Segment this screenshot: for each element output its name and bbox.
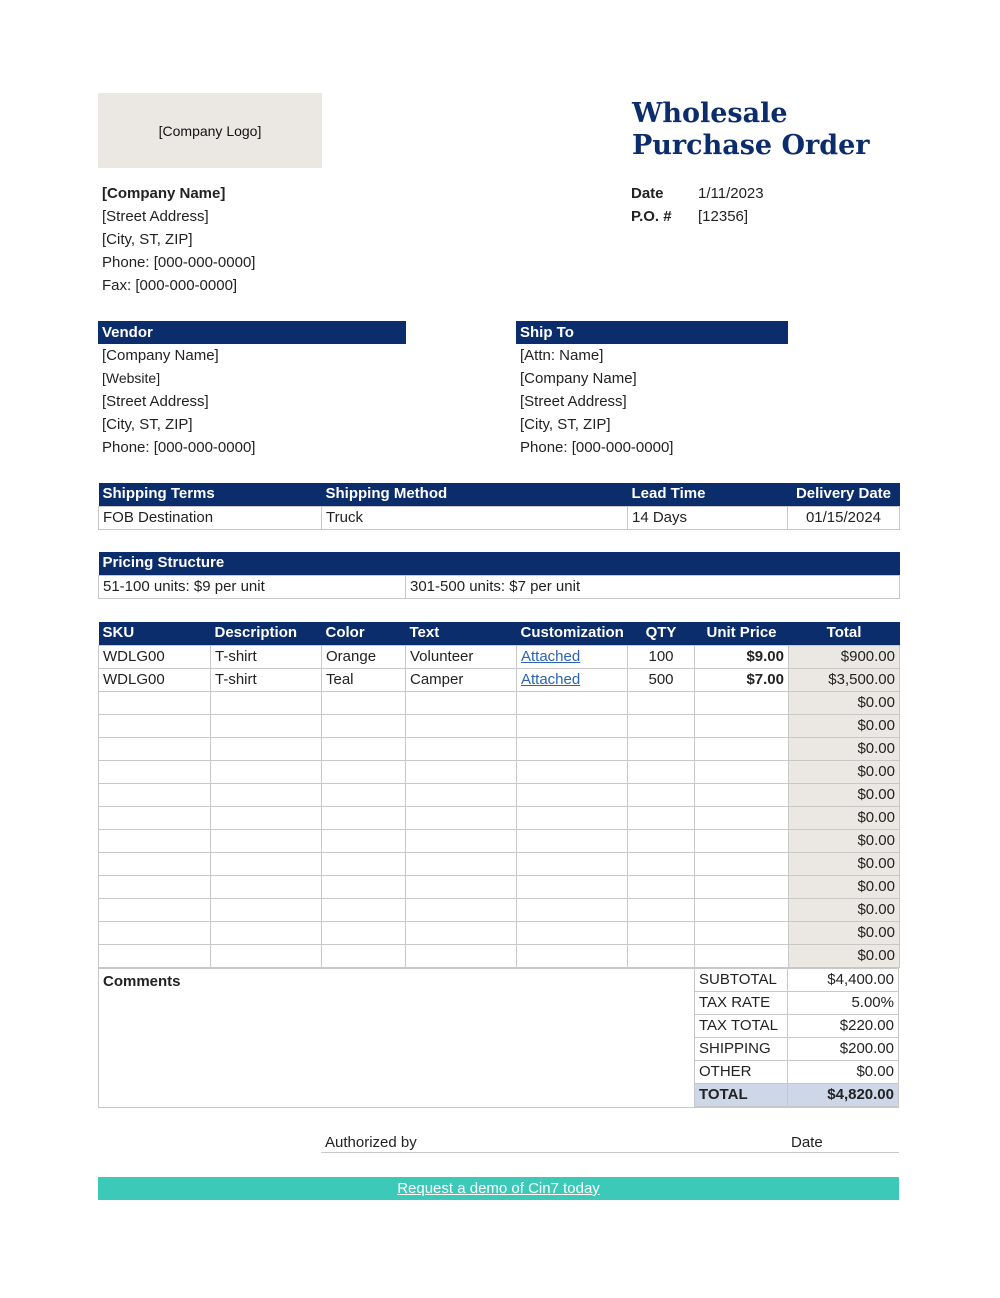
- line-total-cell: $0.00: [789, 714, 900, 737]
- unit-price-cell: [695, 944, 789, 967]
- order-meta: [631, 182, 764, 228]
- company-name: [Company Name]: [102, 185, 226, 202]
- text-cell: [406, 783, 517, 806]
- summary-label: SUBTOTAL: [695, 969, 788, 992]
- color-cell: [322, 875, 406, 898]
- pricing-tier: 51-100 units: $9 per unit: [99, 575, 406, 598]
- unit-price-cell: [695, 737, 789, 760]
- customization-cell: [517, 944, 628, 967]
- summary-table: [694, 968, 899, 1107]
- description-cell: [211, 898, 322, 921]
- date-label: Date: [631, 185, 664, 202]
- line-total-cell: $0.00: [789, 783, 900, 806]
- comments-label: Comments: [103, 973, 181, 990]
- qty-cell: [628, 783, 695, 806]
- summary-value: $200.00: [788, 1038, 899, 1061]
- qty-cell: [628, 898, 695, 921]
- cta-banner: [98, 1177, 899, 1200]
- title-line-1: Wholesale: [632, 98, 788, 129]
- shipping-terms-header: Shipping Terms: [99, 483, 322, 506]
- customization-cell: [517, 921, 628, 944]
- unit-price-cell: [695, 921, 789, 944]
- shipping-method-value: Truck: [322, 506, 628, 529]
- table-row: [99, 783, 900, 806]
- pricing-tier: 301-500 units: $7 per unit: [406, 575, 900, 598]
- comments-summary-area: [98, 968, 899, 1108]
- ship-to-line: Phone: [000-000-0000]: [520, 439, 674, 456]
- company-address-block: [102, 182, 255, 297]
- document-title: [632, 98, 870, 162]
- customization-cell: [517, 714, 628, 737]
- po-value: [12356]: [698, 208, 749, 225]
- ship-to-header: Ship To: [516, 321, 788, 344]
- customization-attachment-link[interactable]: Attached: [521, 670, 581, 688]
- customization-cell: [517, 875, 628, 898]
- qty-cell: [628, 944, 695, 967]
- col-color-header: Color: [322, 622, 406, 645]
- sku-cell: [99, 852, 211, 875]
- line-total-cell: $0.00: [789, 875, 900, 898]
- line-total-cell: $0.00: [789, 760, 900, 783]
- sku-cell: [99, 714, 211, 737]
- description-cell: [211, 783, 322, 806]
- sku-cell: [99, 760, 211, 783]
- summary-value: $4,820.00: [788, 1084, 899, 1107]
- text-cell: [406, 852, 517, 875]
- qty-cell: [628, 875, 695, 898]
- text-cell: [406, 898, 517, 921]
- col-sku-header: SKU: [99, 622, 211, 645]
- authorized-date-label: Date: [791, 1134, 823, 1151]
- company-city: [City, ST, ZIP]: [102, 231, 193, 248]
- summary-label: TAX RATE: [695, 992, 788, 1015]
- summary-row: [695, 969, 899, 992]
- unit-price-cell: [695, 691, 789, 714]
- color-cell: [322, 714, 406, 737]
- table-row: [99, 714, 900, 737]
- summary-label: SHIPPING: [695, 1038, 788, 1061]
- lead-time-value: 14 Days: [628, 506, 788, 529]
- color-cell: [322, 760, 406, 783]
- sku-cell: WDLG00: [99, 645, 211, 668]
- description-cell: [211, 852, 322, 875]
- date-value: 1/11/2023: [698, 185, 764, 202]
- line-total-cell: $0.00: [789, 852, 900, 875]
- col-qty-header: QTY: [628, 622, 695, 645]
- line-total-cell: $0.00: [789, 806, 900, 829]
- table-row: [99, 760, 900, 783]
- qty-cell: [628, 737, 695, 760]
- unit-price-cell: [695, 852, 789, 875]
- summary-row: [695, 992, 899, 1015]
- vendor-line: [City, ST, ZIP]: [102, 416, 193, 433]
- color-cell: [322, 737, 406, 760]
- summary-row: [695, 1015, 899, 1038]
- color-cell: [322, 691, 406, 714]
- sku-cell: [99, 806, 211, 829]
- col-description-header: Description: [211, 622, 322, 645]
- description-cell: [211, 714, 322, 737]
- vendor-line: Phone: [000-000-0000]: [102, 439, 256, 456]
- pricing-header: Pricing Structure: [99, 552, 900, 575]
- vendor-header: Vendor: [98, 321, 406, 344]
- color-cell: [322, 783, 406, 806]
- qty-cell: [628, 829, 695, 852]
- summary-value: $0.00: [788, 1061, 899, 1084]
- color-cell: [322, 921, 406, 944]
- unit-price-cell: [695, 760, 789, 783]
- table-row: [99, 944, 900, 967]
- customization-cell: [517, 806, 628, 829]
- qty-cell: [628, 806, 695, 829]
- delivery-date-value: 01/15/2024: [788, 506, 900, 529]
- table-row: [99, 737, 900, 760]
- vendor-line: [Street Address]: [102, 393, 209, 410]
- items-table: [98, 622, 900, 968]
- color-cell: [322, 944, 406, 967]
- summary-label: OTHER: [695, 1061, 788, 1084]
- text-cell: [406, 760, 517, 783]
- sku-cell: [99, 898, 211, 921]
- company-phone: Phone: [000-000-0000]: [102, 254, 256, 271]
- unit-price-cell: [695, 898, 789, 921]
- description-cell: [211, 760, 322, 783]
- delivery-date-header: Delivery Date: [788, 483, 900, 506]
- sku-cell: [99, 691, 211, 714]
- vendor-line: [Company Name]: [102, 347, 219, 364]
- table-row: [99, 668, 900, 691]
- text-cell: Volunteer: [406, 645, 517, 668]
- table-row: [99, 691, 900, 714]
- description-cell: [211, 737, 322, 760]
- unit-price-cell: [695, 714, 789, 737]
- unit-price-cell: [695, 829, 789, 852]
- company-fax: Fax: [000-000-0000]: [102, 277, 238, 294]
- ship-to-line: [Attn: Name]: [520, 347, 604, 364]
- summary-value: $4,400.00: [788, 969, 899, 992]
- customization-cell: [517, 898, 628, 921]
- description-cell: [211, 875, 322, 898]
- sku-cell: WDLG00: [99, 668, 211, 691]
- text-cell: Camper: [406, 668, 517, 691]
- text-cell: [406, 714, 517, 737]
- color-cell: Orange: [322, 645, 406, 668]
- table-row: [99, 645, 900, 668]
- signature-line: [321, 1152, 899, 1153]
- qty-cell: [628, 852, 695, 875]
- lead-time-header: Lead Time: [628, 483, 788, 506]
- line-total-cell: $0.00: [789, 829, 900, 852]
- col-customization-header: Customization: [517, 622, 628, 645]
- text-cell: [406, 921, 517, 944]
- customization-attachment-link[interactable]: Attached: [521, 647, 581, 665]
- qty-cell: [628, 691, 695, 714]
- customization-cell: [517, 668, 628, 691]
- ship-to-line: [City, ST, ZIP]: [520, 416, 611, 433]
- unit-price-cell: $9.00: [695, 645, 789, 668]
- qty-cell: 100: [628, 645, 695, 668]
- title-line-2: Purchase Order: [632, 130, 870, 161]
- request-demo-link[interactable]: Request a demo of Cin7 today: [397, 1180, 600, 1197]
- customization-cell: [517, 852, 628, 875]
- description-cell: [211, 806, 322, 829]
- sku-cell: [99, 875, 211, 898]
- unit-price-cell: [695, 806, 789, 829]
- customization-cell: [517, 645, 628, 668]
- description-cell: [211, 944, 322, 967]
- customization-cell: [517, 737, 628, 760]
- color-cell: [322, 829, 406, 852]
- pricing-table: [98, 552, 900, 599]
- line-total-cell: $0.00: [789, 944, 900, 967]
- ship-to-line: [Company Name]: [520, 370, 637, 387]
- vendor-line: [Website]: [102, 370, 161, 386]
- line-total-cell: $0.00: [789, 898, 900, 921]
- qty-cell: [628, 921, 695, 944]
- shipping-table: [98, 483, 900, 530]
- shipping-method-header: Shipping Method: [322, 483, 628, 506]
- text-cell: [406, 829, 517, 852]
- text-cell: [406, 944, 517, 967]
- line-total-cell: $0.00: [789, 737, 900, 760]
- ship-to-section: [516, 321, 788, 459]
- items-body: [99, 645, 900, 967]
- col-text-header: Text: [406, 622, 517, 645]
- description-cell: [211, 829, 322, 852]
- col-unit-price-header: Unit Price: [695, 622, 789, 645]
- sku-cell: [99, 944, 211, 967]
- customization-cell: [517, 783, 628, 806]
- qty-cell: 500: [628, 668, 695, 691]
- col-total-header: Total: [789, 622, 900, 645]
- ship-to-line: [Street Address]: [520, 393, 627, 410]
- sku-cell: [99, 921, 211, 944]
- summary-value: 5.00%: [788, 992, 899, 1015]
- customization-cell: [517, 760, 628, 783]
- qty-cell: [628, 760, 695, 783]
- summary-row: [695, 1061, 899, 1084]
- company-logo-placeholder: [98, 93, 322, 168]
- summary-label: TAX TOTAL: [695, 1015, 788, 1038]
- unit-price-cell: [695, 783, 789, 806]
- sku-cell: [99, 737, 211, 760]
- summary-row: [695, 1038, 899, 1061]
- line-total-cell: $0.00: [789, 921, 900, 944]
- description-cell: [211, 921, 322, 944]
- po-label: P.O. #: [631, 208, 672, 225]
- color-cell: [322, 806, 406, 829]
- line-total-cell: $900.00: [789, 645, 900, 668]
- table-row: [99, 875, 900, 898]
- summary-label: TOTAL: [695, 1084, 788, 1107]
- table-row: [99, 806, 900, 829]
- summary-value: $220.00: [788, 1015, 899, 1038]
- vendor-section: [98, 321, 406, 459]
- authorized-by-label: Authorized by: [325, 1134, 417, 1151]
- table-row: [99, 921, 900, 944]
- company-street: [Street Address]: [102, 208, 209, 225]
- customization-cell: [517, 691, 628, 714]
- table-row: [99, 852, 900, 875]
- sku-cell: [99, 829, 211, 852]
- color-cell: [322, 852, 406, 875]
- unit-price-cell: [695, 875, 789, 898]
- text-cell: [406, 806, 517, 829]
- line-total-cell: $3,500.00: [789, 668, 900, 691]
- table-row: [99, 898, 900, 921]
- text-cell: [406, 691, 517, 714]
- shipping-terms-value: FOB Destination: [99, 506, 322, 529]
- sku-cell: [99, 783, 211, 806]
- color-cell: Teal: [322, 668, 406, 691]
- qty-cell: [628, 714, 695, 737]
- description-cell: T-shirt: [211, 645, 322, 668]
- table-row: [99, 829, 900, 852]
- line-total-cell: $0.00: [789, 691, 900, 714]
- description-cell: [211, 691, 322, 714]
- logo-text: [Company Logo]: [158, 122, 262, 139]
- summary-row: [695, 1084, 899, 1107]
- description-cell: T-shirt: [211, 668, 322, 691]
- text-cell: [406, 737, 517, 760]
- unit-price-cell: $7.00: [695, 668, 789, 691]
- customization-cell: [517, 829, 628, 852]
- text-cell: [406, 875, 517, 898]
- color-cell: [322, 898, 406, 921]
